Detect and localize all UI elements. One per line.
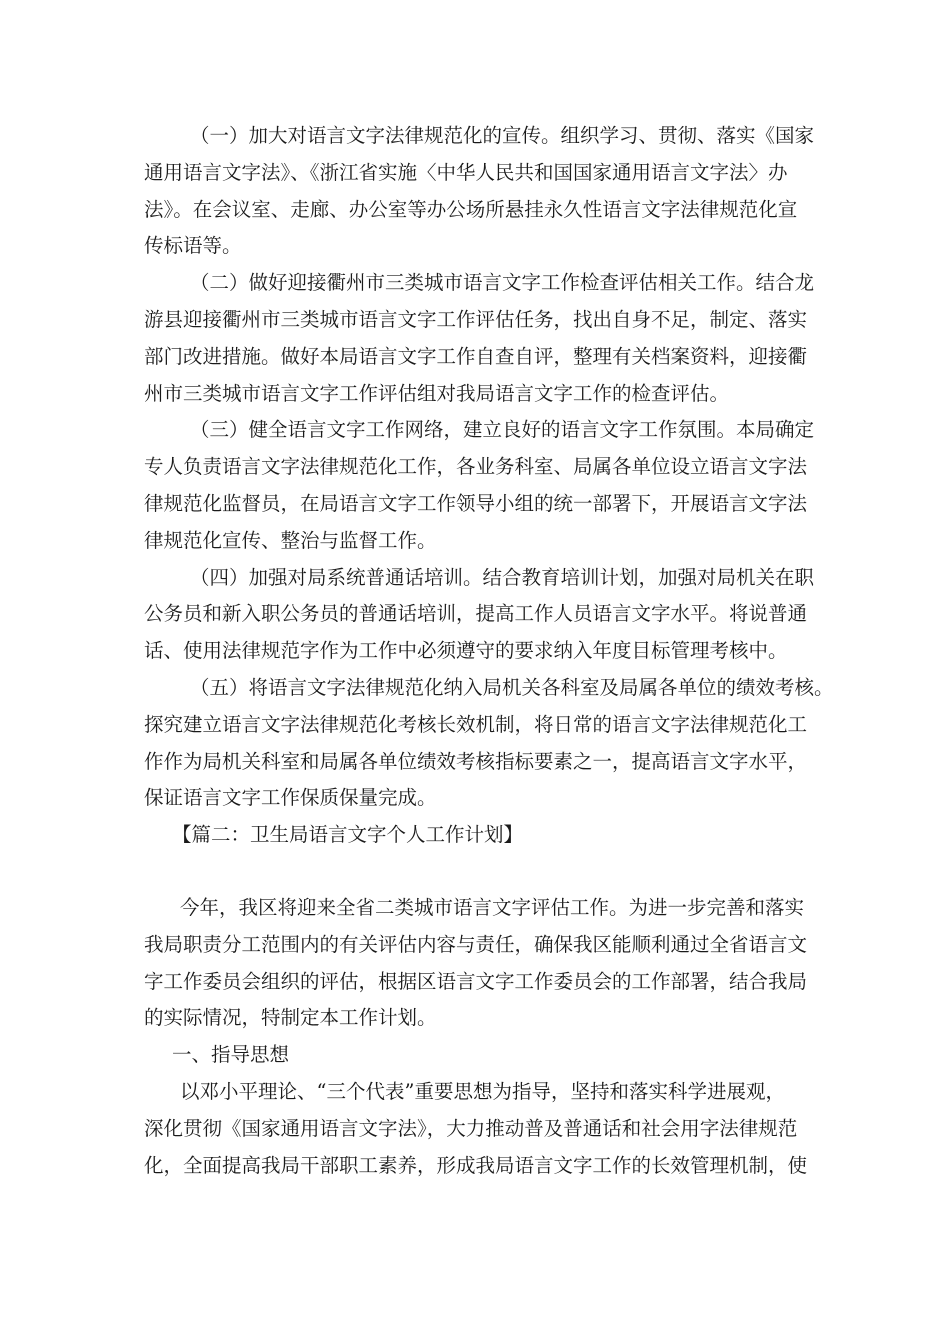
paragraph-2: [144, 265, 815, 412]
text-line: 专人负责语言文字法律规范化工作，各业务科室、局属各单位设立语言文字法: [144, 455, 808, 479]
text-line: 我局职责分工范围内的有关评估内容与责任，确保我区能顺利通过全省语言文: [144, 932, 808, 956]
paragraph-5: [144, 670, 834, 817]
text-line: 以邓小平理论、“三个代表”重要思想为指导，坚持和落实科学进展观，: [180, 1079, 785, 1103]
text-line: 通用语言文字法》、《浙江省实施〈中华人民共和国国家通用语言文字法〉办: [144, 160, 788, 184]
text-line: 律规范化监督员，在局语言文字工作领导小组的统一部署下，开展语言文字法: [144, 491, 808, 515]
text-line: 话、使用法律规范字作为工作中必须遵守的要求纳入年度目标管理考核中。: [144, 639, 788, 663]
document-body: [144, 118, 834, 1184]
text-line: （五）将语言文字法律规范化纳入局机关各科室及局属各单位的绩效考核。: [190, 675, 834, 699]
text-line: 州市三类城市语言文字工作评估组对我局语言文字工作的检查评估。: [144, 381, 730, 405]
heading-guiding-thought: 一、指导思想: [172, 1043, 290, 1067]
text-line: 律规范化宣传、整治与监督工作。: [144, 528, 437, 552]
paragraph-7: [144, 1074, 809, 1184]
paragraph-6: [144, 890, 809, 1037]
text-line: （一）加大对语言文字法律规范化的宣传。组织学习、贯彻、落实《国家: [190, 124, 815, 147]
text-line: 传标语等。: [144, 234, 242, 258]
text-line: 保证语言文字工作保质保量完成。: [144, 786, 437, 810]
text-line: 探究建立语言文字法律规范化考核长效机制，将日常的语言文字法律规范化工: [144, 712, 808, 736]
text-line: 作作为局机关科室和局属各单位绩效考核指标要素之一，提高语言文字水平，: [144, 749, 808, 773]
section-spacer: [144, 854, 809, 890]
text-line: 化，全面提高我局干部职工素养，形成我局语言文字工作的长效管理机制，使: [144, 1153, 808, 1177]
paragraph-1: [144, 118, 815, 265]
text-line: 法》。在会议室、走廊、办公室等办公场所悬挂永久性语言文字法律规范化宣: [144, 197, 798, 221]
text-line: 今年，我区将迎来全省二类城市语言文字评估工作。为进一步完善和落实: [180, 895, 805, 919]
text-line: 的实际情况，特制定本工作计划。: [144, 1006, 437, 1030]
text-line: 字工作委员会组织的评估，根据区语言文字工作委员会的工作部署，结合我局: [144, 969, 808, 993]
paragraph-3: [144, 412, 815, 559]
text-line: 游县迎接衢州市三类城市语言文字工作评估任务，找出自身不足，制定、落实: [144, 307, 808, 331]
text-line: 部门改进措施。做好本局语言文字工作自查自评，整理有关档案资料，迎接衢: [144, 344, 808, 368]
paragraph-4: [144, 560, 815, 670]
text-line: （三）健全语言文字工作网络，建立良好的语言文字工作氛围。本局确定: [190, 418, 815, 442]
text-line: （二）做好迎接衢州市三类城市语言文字工作检查评估相关工作。结合龙: [190, 271, 815, 295]
text-line: 深化贯彻《国家通用语言文字法》，大力推动普及普通话和社会用字法律规范: [144, 1116, 798, 1140]
section-title: 【篇二：卫生局语言文字个人工作计划】: [172, 823, 524, 847]
text-line: （四）加强对局系统普通话培训。结合教育培训计划，加强对局机关在职: [190, 565, 815, 589]
text-line: 公务员和新入职公务员的普通话培训，提高工作人员语言文字水平。将说普通: [144, 602, 808, 626]
